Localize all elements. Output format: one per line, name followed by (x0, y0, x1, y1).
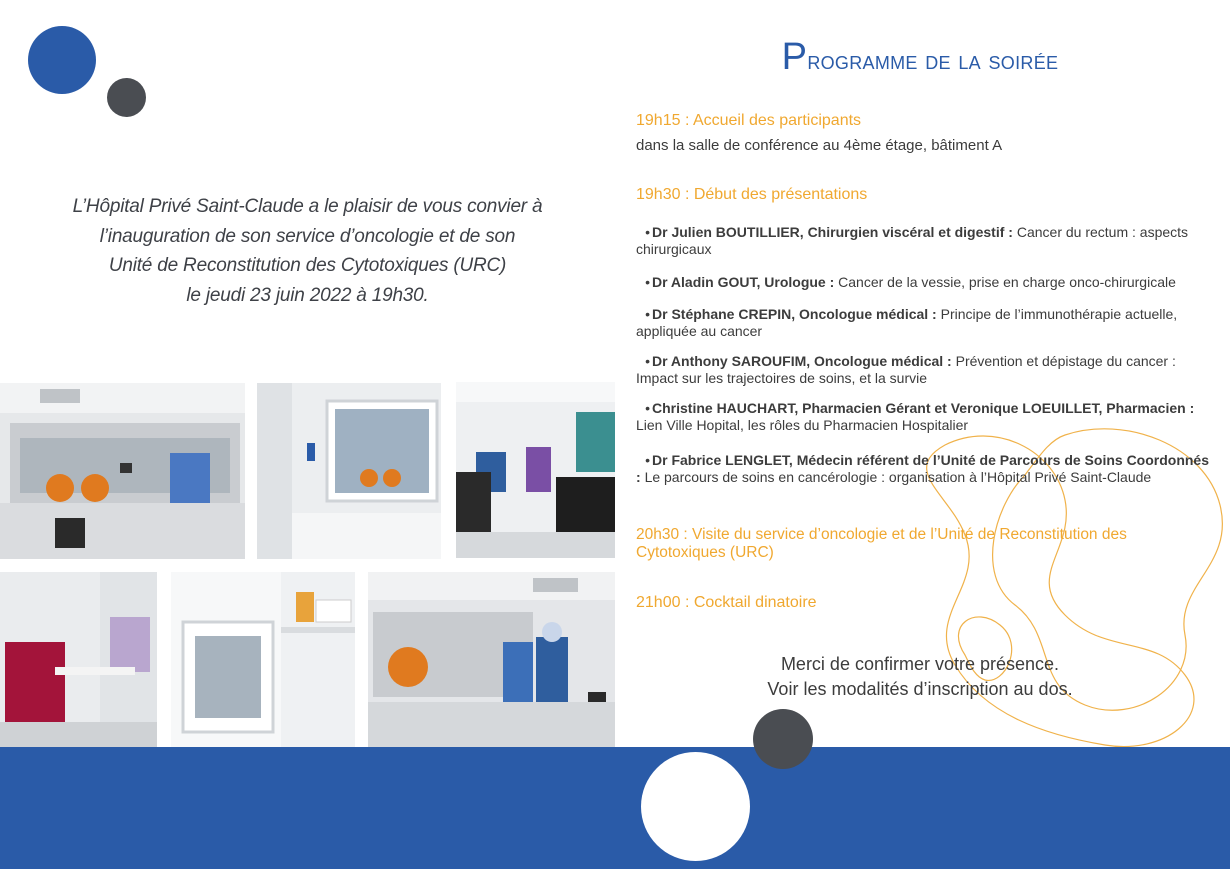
invitation-date: le jeudi 23 juin 2022 à 19h30. (186, 284, 429, 306)
speaker-item: • Christine HAUCHART, Pharmacien Gérant et Veronique LOEUILLET, Pharmacien : Lien Ville Hopital, les rôles du Pharmacien Hospitalier (636, 400, 1195, 433)
speaker-name: Dr Fabrice LENGLET, Médecin référent de l’Unité de Parcours de Soins Coordonnés : (636, 452, 1210, 485)
speaker-topic: Le parcours de soins en cancérologie : organisation à l’Hôpital Privé Saint-Claude (644, 469, 1152, 485)
speaker-name: Dr Anthony SAROUFIM, Oncologue médical : (652, 353, 952, 369)
confirm-line: Merci de confirmer votre présence. (780, 654, 1060, 674)
presentations-heading: 19h30 : Début des présentations (636, 186, 868, 203)
decorative-gray-circle (753, 709, 813, 769)
decorative-blue-circle (28, 26, 96, 94)
speaker-item: • Dr Julien BOUTILLIER, Chirurgien viscéral et digestif : Cancer du rectum : aspects chirurgicaux (636, 224, 1189, 257)
speaker-name: Christine HAUCHART, Pharmacien Gérant et Veronique LOEUILLET, Pharmacien : (652, 400, 1195, 416)
speaker-item: • Dr Aladin GOUT, Urologue : Cancer de la vessie, prise en charge onco-chirurgicale (645, 274, 1176, 290)
decorative-gray-circle (107, 78, 146, 117)
photo-staff-isolator (368, 572, 615, 748)
speaker-topic: Principe de l’immunothérapie actuelle, appliquée au cancer (636, 306, 1178, 339)
speaker-name: Dr Aladin GOUT, Urologue : (652, 274, 835, 290)
invitation-line: Unité de Reconstitution des Cytotoxiques (URC) (108, 255, 507, 276)
cocktail-heading: 21h00 : Cocktail dinatoire (636, 594, 817, 611)
registration-note: Voir les modalités d’inscription au dos. (767, 679, 1073, 699)
photo-hatch-cabinet (171, 572, 355, 748)
invitation-line: L’Hôpital Privé Saint-Claude a le plaisir de vous convier à (72, 196, 543, 217)
speaker-topic: Cancer du rectum : aspects chirurgicaux (636, 224, 1189, 257)
footer-band (0, 747, 1230, 869)
speaker-item: • Dr Fabrice LENGLET, Médecin référent de l’Unité de Parcours de Soins Coordonnés : Le parcours de soins en cancérologie : organisation à l’Hôpital Privé Saint-Claude (636, 452, 1210, 485)
program-title (620, 36, 1220, 79)
photo-treatment-room (456, 382, 615, 558)
speaker-name: Dr Julien BOUTILLIER, Chirurgien viscéral et digestif : (652, 224, 1013, 240)
speaker-item: • Dr Anthony SAROUFIM, Oncologue médical : Prévention et dépistage du cancer : Impact sur les trajectoires de soins, et la survie (636, 353, 1176, 386)
photo-pass-window (257, 383, 441, 559)
decorative-white-circle (641, 752, 750, 861)
welcome-heading: 19h15 : Accueil des participants (636, 112, 862, 129)
program-title-rest: rogramme de la soirée (807, 45, 1059, 75)
visit-heading: 20h30 : Visite du service d’oncologie et de l’Unité de Reconstitution des Cytotoxiques (URC) (636, 526, 1127, 561)
welcome-detail: dans la salle de conférence au 4ème étage, bâtiment A (636, 137, 1003, 154)
speaker-item: • Dr Stéphane CREPIN, Oncologue médical : Principe de l’immunothérapie actuelle, appliquée au cancer (636, 306, 1178, 339)
program-title-initial: P (781, 36, 808, 78)
speaker-topic: Lien Ville Hopital, les rôles du Pharmacien Hospitalier (636, 417, 969, 433)
speaker-topic: Cancer de la vessie, prise en charge onco-chirurgicale (838, 274, 1176, 290)
speaker-topic: Prévention et dépistage du cancer : Impact sur les trajectoires de soins, et la survie (636, 353, 1176, 386)
invitation-line: l’inauguration de son service d’oncologie et de son (99, 225, 516, 247)
speaker-name: Dr Stéphane CREPIN, Oncologue médical : (652, 306, 937, 322)
photo-lab-isolator (0, 383, 245, 559)
confirm-text (700, 652, 1140, 702)
photo-armchair-room (0, 572, 157, 748)
invitation-text (30, 192, 585, 310)
